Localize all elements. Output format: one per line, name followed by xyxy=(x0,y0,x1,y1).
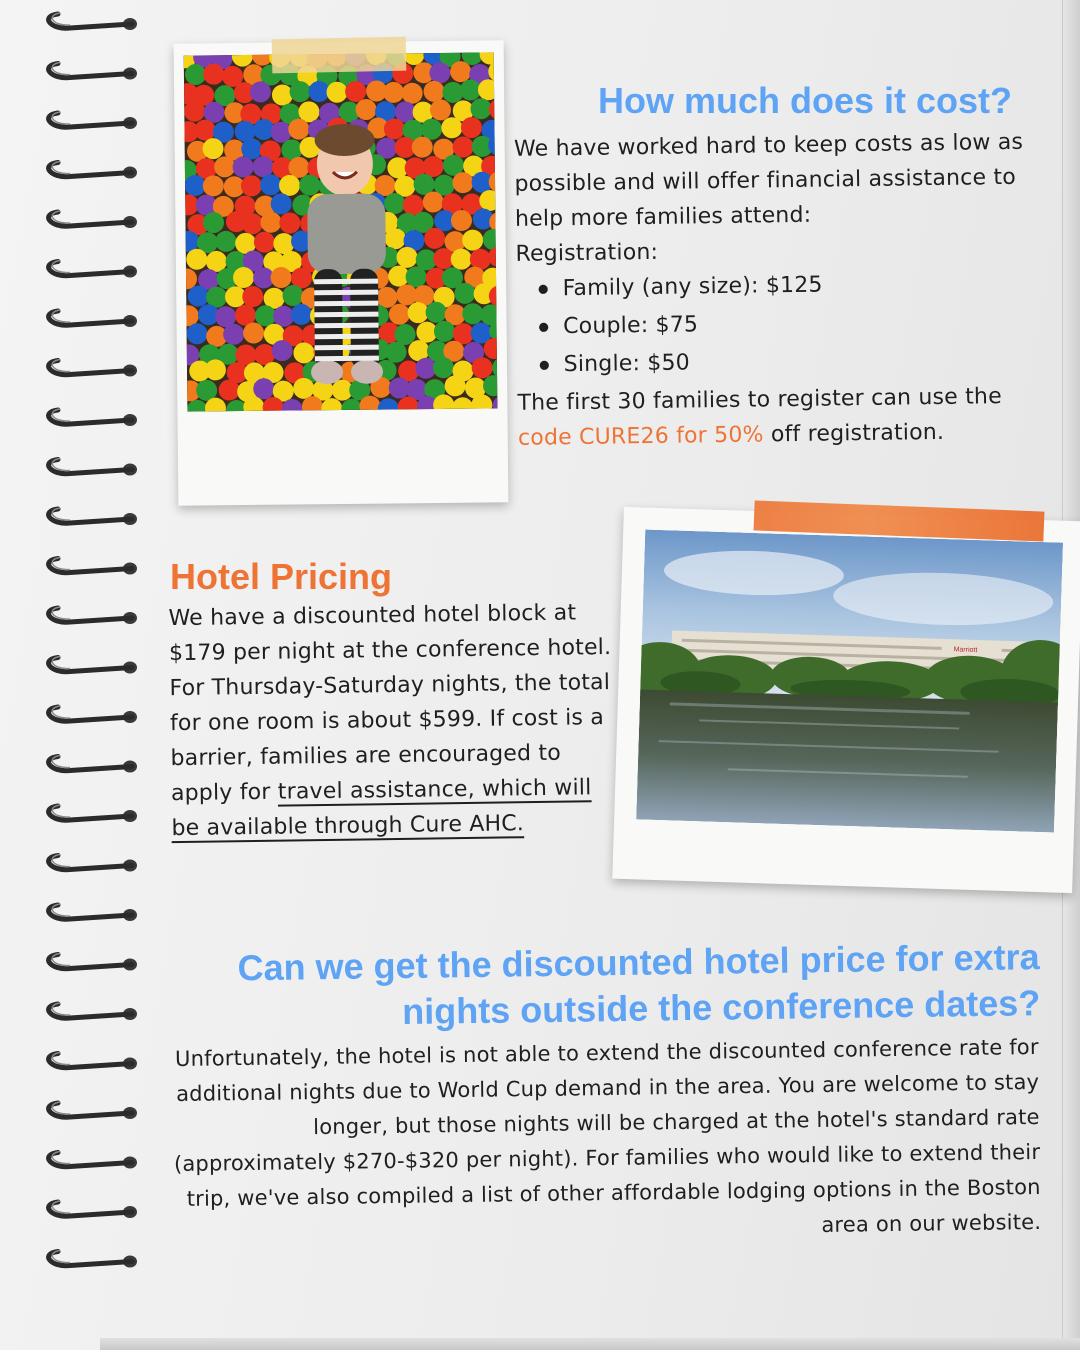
spiral-coil-highlight xyxy=(52,1201,70,1213)
spiral-coil xyxy=(49,113,132,127)
registration-label: Registration: xyxy=(515,239,659,267)
spiral-coil-highlight xyxy=(52,706,70,718)
registration-option-couple: ● Couple: $75 xyxy=(538,302,1066,347)
spiral-coil-highlight xyxy=(52,13,70,25)
spiral-coil xyxy=(49,1054,132,1068)
spiral-coil-highlight xyxy=(52,1003,70,1015)
spiral-coil-highlight xyxy=(52,459,70,471)
cost-text xyxy=(514,124,1068,456)
polaroid-ball-pit xyxy=(174,40,509,505)
child-leg-stripe xyxy=(314,279,378,285)
spiral-coil xyxy=(49,1252,132,1266)
spiral-coil xyxy=(49,262,132,276)
cost-intro: We have worked hard to keep costs as low as possible and will offer financial assistance to help more families attend: xyxy=(513,129,1024,232)
spiral-coil-highlight xyxy=(52,904,70,916)
faq-text: Unfortunately, the hotel is not able to extend the discounted conference rate for additional nights due to World Cup demand in the area. You are welcome to stay longer, but those nights will be charged at the hotel's standard rate (approximately $270-$320 per night). For families who would like to extend their trip, we've also compiled a list of other affordable lodging options in the Boston area on our website. xyxy=(173,1034,1042,1237)
spiral-coil-highlight xyxy=(52,1152,70,1164)
spiral-coil-highlight xyxy=(52,756,70,768)
spiral-coil xyxy=(49,64,132,78)
spiral-coil xyxy=(49,905,132,919)
ball-pit-photo xyxy=(184,52,498,411)
promo-code: code CURE26 for 50% xyxy=(517,422,764,451)
child-shirt xyxy=(307,194,386,275)
child-leg-stripe xyxy=(315,356,379,362)
child-leg-stripe xyxy=(315,334,379,340)
spiral-coil-highlight xyxy=(52,657,70,669)
travel-assistance-link[interactable]: travel assistance, which will be available through Cure AHC. xyxy=(171,775,592,842)
promo-lead: The first 30 families to register can use the xyxy=(517,384,1003,416)
tape-strip xyxy=(272,37,407,74)
spiral-coil xyxy=(49,608,132,622)
spiral-coil xyxy=(49,460,132,474)
spiral-binding xyxy=(0,0,160,1350)
spiral-coil xyxy=(49,707,132,721)
spiral-coil xyxy=(49,14,132,28)
cost-heading: How much does it cost? xyxy=(598,80,1013,121)
spiral-coil xyxy=(49,1103,132,1117)
spiral-coil-highlight xyxy=(52,1251,70,1263)
spiral-coil xyxy=(49,1202,132,1216)
spiral-coil-highlight xyxy=(52,409,70,421)
child-leg-stripe xyxy=(315,345,379,351)
hotel-text xyxy=(168,595,621,846)
child-leg-stripe xyxy=(314,312,378,318)
spiral-coil xyxy=(49,757,132,771)
spiral-coil-highlight xyxy=(52,558,70,570)
spiral-coil-highlight xyxy=(52,211,70,223)
spiral-coil xyxy=(49,658,132,672)
spiral-coil-highlight xyxy=(52,310,70,322)
page-bottom-edge xyxy=(100,1338,1080,1350)
child-leg-stripe xyxy=(314,290,378,296)
spiral-coil xyxy=(49,410,132,424)
spiral-coil xyxy=(49,806,132,820)
spiral-coil-highlight xyxy=(52,112,70,124)
spiral-coil xyxy=(49,1004,132,1018)
spiral-coil-highlight xyxy=(52,805,70,817)
spiral-coil-highlight xyxy=(52,360,70,372)
spiral-coil xyxy=(49,361,132,375)
registration-option-single: ● Single: $50 xyxy=(539,340,1067,385)
spiral-coil-highlight xyxy=(52,508,70,520)
spiral-coil-highlight xyxy=(52,855,70,867)
spiral-coil xyxy=(49,856,132,870)
registration-options xyxy=(538,264,1068,385)
spiral-coil xyxy=(49,311,132,325)
hotel-lake-photo xyxy=(636,530,1063,833)
spiral-coil xyxy=(49,509,132,523)
spiral-coil xyxy=(49,1153,132,1167)
spiral-coil-highlight xyxy=(52,607,70,619)
spiral-coil-highlight xyxy=(52,261,70,273)
spiral-coil xyxy=(49,163,132,177)
polaroid-hotel xyxy=(612,507,1080,893)
child-leg-stripe xyxy=(315,323,379,329)
hotel-body: We have a discounted hotel block at $179 per night at the conference hotel. For Thursday-Saturday nights, the total for one room is about $599. If cost is a barrier, families are encouraged to apply for xyxy=(168,600,612,807)
child-leg-stripe xyxy=(314,301,378,307)
spiral-coil xyxy=(49,559,132,573)
spiral-coil-highlight xyxy=(52,1102,70,1114)
hotel-heading: Hotel Pricing xyxy=(170,556,393,597)
spiral-coil-highlight xyxy=(52,162,70,174)
spiral-coil-highlight xyxy=(52,63,70,75)
promo-tail: off registration. xyxy=(770,419,945,448)
faq-heading: Can we get the discounted hotel price for extra nights outside the conference dates? xyxy=(237,936,1041,1033)
registration-option-family: ● Family (any size): $125 xyxy=(538,264,1066,309)
promo-text xyxy=(517,378,1068,456)
spiral-coil xyxy=(49,212,132,226)
spiral-coil-highlight xyxy=(52,954,70,966)
spiral-coil xyxy=(49,955,132,969)
spiral-coil-highlight xyxy=(52,1053,70,1065)
hotel-sign: Marriott xyxy=(953,646,978,655)
